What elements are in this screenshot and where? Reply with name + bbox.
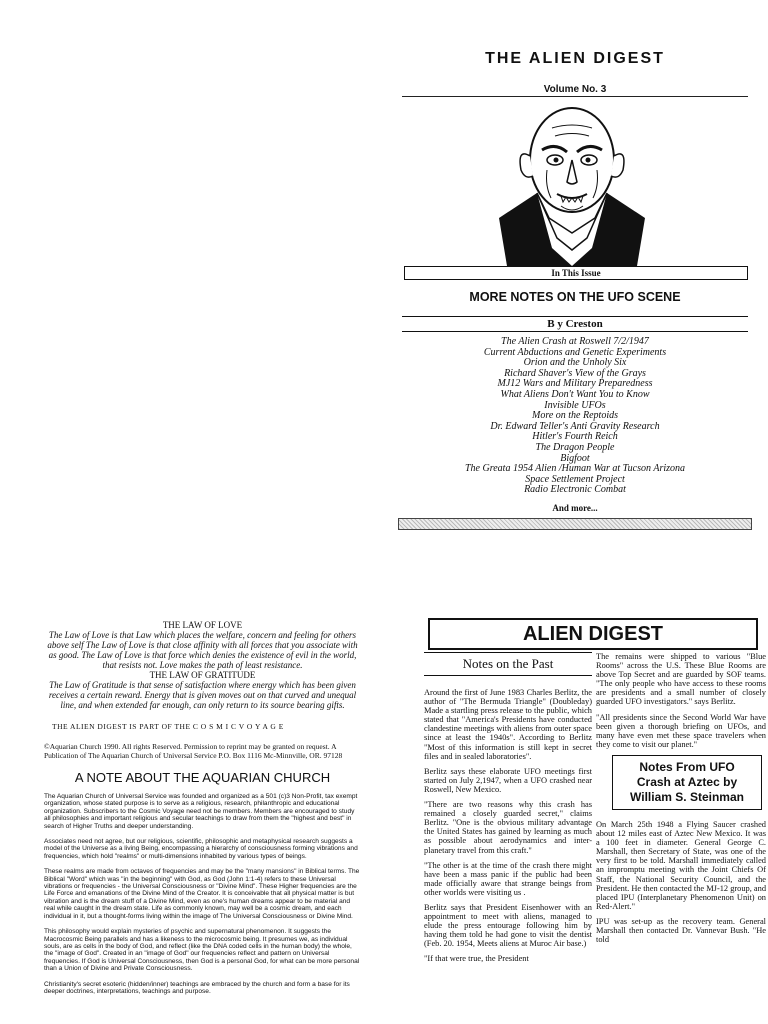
toc-item: The Alien Crash at Roswell 7/2/1947: [501, 336, 649, 347]
cover-byline: B y Creston: [402, 316, 748, 332]
toc-item: Bigfoot: [560, 452, 590, 464]
steinman-heading-line: William S. Steinman: [630, 789, 744, 804]
alien-digest-masthead: ALIEN DIGEST: [428, 618, 758, 650]
article-column-right: [596, 652, 766, 950]
article-paragraph: Berlitz says these elaborate UFO meetings first started on July 2,1947, when a UFO crashed near Roswell, New Mexico.: [424, 766, 592, 794]
part-of-statement: THE ALIEN DIGEST IS PART OF THE C O S M I C V O Y A G E: [52, 722, 284, 731]
toc-item: Radio Electronic Combat: [524, 484, 626, 496]
toc-item: Dr. Edward Teller's Anti Gravity Research: [490, 420, 660, 432]
article-column-left: [424, 652, 592, 970]
cover-volume: Volume No. 3: [543, 84, 607, 95]
cover-title: THE ALIEN DIGEST: [485, 50, 665, 67]
church-paragraph: The Aquarian Church of Universal Service was founded and organized as a 501 (c)3 Non-Profit, tax exempt organization, whose stated purpose is to serve as a religious, research, philanthropic and educational organization. Subscribers to the Cosmic Voyage need not be members. Members are encouraged to study all philosophies and important religious and secular teachings to draw from them the "highest and best" in search of Higher Truths and deeper understanding.: [44, 793, 358, 830]
toc-item: Hitler's Fourth Reich: [532, 431, 618, 443]
aquarian-church-heading: A NOTE ABOUT THE AQUARIAN CHURCH: [74, 770, 331, 785]
article-paragraph: "All presidents since the Second World War have been given a thorough briefing on UFOs, and many have even met these space travelers when they come to visit our planet.": [596, 712, 766, 749]
article-paragraph: "If that were true, the President: [424, 954, 529, 964]
hatched-footer-bar: [398, 518, 752, 530]
cover-rule: [402, 96, 748, 97]
toc-item: More on the Reptoids: [531, 410, 618, 422]
notes-on-the-past-heading: Notes on the Past: [424, 652, 592, 676]
alien-face-illustration: [497, 98, 647, 266]
table-of-contents: [402, 337, 748, 496]
church-info-page: [44, 620, 361, 1024]
and-more-label: And more...: [552, 503, 598, 513]
article-paragraph: On March 25th 1948 a Flying Saucer crashed about 12 miles east of Aztec New Mexico. It was a 100 feet in diameter. General George C. Marshall, then Secretary of State, was one of the very first to be told. Marshall immediately called an impromptu meeting with the Joint Chiefs Of Staff, the National Security Council, and the President. He then contacted the MJ-12 group, and placed IPU (Interplanetary Phenomenon Unit) on Red-Alert.": [596, 819, 767, 911]
article-paragraph: Berlitz says that President Eisenhower with an appointment to meet with aliens, managed to elude the press entourage following him by having them told he had gone to visit the dentist (Feb. 20. 1954, Meets aliens at Muroc Air base.): [424, 902, 592, 949]
toc-item: The Dragon People: [535, 441, 615, 453]
toc-item: Space Settlement Project: [525, 473, 625, 485]
alien-digest-article-page: [420, 618, 768, 1024]
cover-page: [402, 40, 748, 535]
copyright-notice: ©Aquarian Church 1990. All rights Reserved. Permission to reprint may be granted on request. A Publication of The Aquarian Church of Universal Service P.O. Box 1116 Mc-Minnville, OR. 97128: [44, 742, 343, 760]
article-paragraph: Around the first of June 1983 Charles Berlitz, the author of "The Bermuda Triangle" (Doubleday) Made a startling press release to the public, which stated that "America's Presidents have conducted clandestine meetings with aliens from outer space since at least the 1940s". According to Berlitz "Most of this information is still kept in secret files and in sealed laboratories".: [424, 688, 592, 761]
law-of-gratitude-text: The Law of Gratitude is that sense of satisfaction where energy which has been given receives a certain reward. Energy that is given moves out on that curved and unequal line, and when extended far enough, can only return to its source bearing gifts.: [48, 680, 357, 710]
steinman-heading-line: Notes From UFO: [639, 759, 735, 774]
toc-item: Richard Shaver's View of the Grays: [504, 367, 646, 379]
toc-item: What Aliens Don't Want You to Know: [500, 388, 650, 400]
church-paragraph: This philosophy would explain mysteries of psychic and supernatural phenomenon. It suggests the Macrocosmic Being parallels and has a likeness to the microcosmic being. It presumes we, as individual souls, are as cells in the body of God, and reflect (like the DNA coded cells in the human body) the whole, the "image of God". Created in an "image of God" our frequencies reflect and pattern on Universal frequencies. If God is Universal Consciousness, then God is a personal God, for what can be more personal than a Union of Divine and Private Consciousness.: [44, 928, 360, 973]
toc-item: Invisible UFOs: [544, 399, 606, 411]
toc-item: The Greata 1954 Alien /Human War at Tucson Arizona: [464, 463, 685, 475]
steinman-notes-heading: [612, 755, 762, 810]
church-paragraph: Christianity's secret esoteric (hidden/inner) teachings are embraced by the church and form a base for its deeper doctrines, interpretations, teachings and purpose.: [44, 980, 350, 995]
article-paragraph: "There are two reasons why this crash has remained a closely guarded secret," claims Berlitz. "One is the obvious military advantage the United States has gained by learning as much as possible about aerodynamics and inter-planetary travel from this craft.": [424, 800, 592, 855]
article-paragraph: The remains were shipped to various "Blue Rooms" across the U.S. These Blue Rooms are above Top Secret and are guarded by SOF teams. "The only people who have access to these rooms are presidents and a small number of closely guarded UFO investigators." says Berlitz.: [596, 652, 766, 707]
church-paragraph: Associates need not agree, but our religious, scientific, philosophic and metaphysical research suggests a model of the Universe as a living Being, encompassing a hierarchy of consciousness forming vibrations and frequencies, which hold "realms" or multi-dimensions inhabited by various types of beings.: [44, 838, 358, 860]
toc-item: MJ12 Wars and Military Preparedness: [497, 378, 653, 390]
cover-headline: MORE NOTES ON THE UFO SCENE: [469, 290, 681, 304]
article-paragraph: "The other is at the time of the crash there might have been a mass panic if the public had been made officially aware that strange beings from other worlds were visiting us .: [424, 860, 592, 897]
law-of-love-heading: THE LAW OF LOVE: [162, 620, 243, 630]
law-of-gratitude-heading: THE LAW OF GRATITUDE: [149, 670, 256, 680]
toc-item: Orion and the Unholy Six: [523, 357, 627, 369]
article-paragraph: IPU was set-up as the recovery team. General Marshall then contacted Dr. Vannevar Bush. "He told: [596, 916, 766, 945]
in-this-issue-label: In This Issue: [404, 266, 748, 280]
toc-item: Current Abductions and Genetic Experiments: [483, 346, 667, 358]
steinman-heading-line: Crash at Aztec by: [636, 774, 738, 789]
law-of-love-text: The Law of Love is that Law which places the welfare, concern and feeling for others above self The Law of Love is that close affinity with all forces that you associate with as good. The Law of Love is that force which denies the existence of evil in the world, that resists not. Love makes the path of least resistance.: [47, 630, 358, 670]
church-paragraph: These realms are made from octaves of frequencies and may be the "many mansions" in Biblical terms. The Biblical "Word" which was "in the beginning" with God, as God (John 1:1-4) refers to these Universal vibrations or frequencies - the Universal Consciousness or "Divine Mind". These Higher frequencies are the Life Force and emanations of the Divine Mind of the Creator. It is conceivable that all physical matter is but vibration and is the dream stuff of a Divine Mind, even as one's human dreams appear to be material and real while caught in the dream state. Life as commonly known, may well be a cosmic dream, and each individual in it, but a thought-forms living within the image of The Universal Consciousness or Divine Mind.: [44, 868, 360, 920]
